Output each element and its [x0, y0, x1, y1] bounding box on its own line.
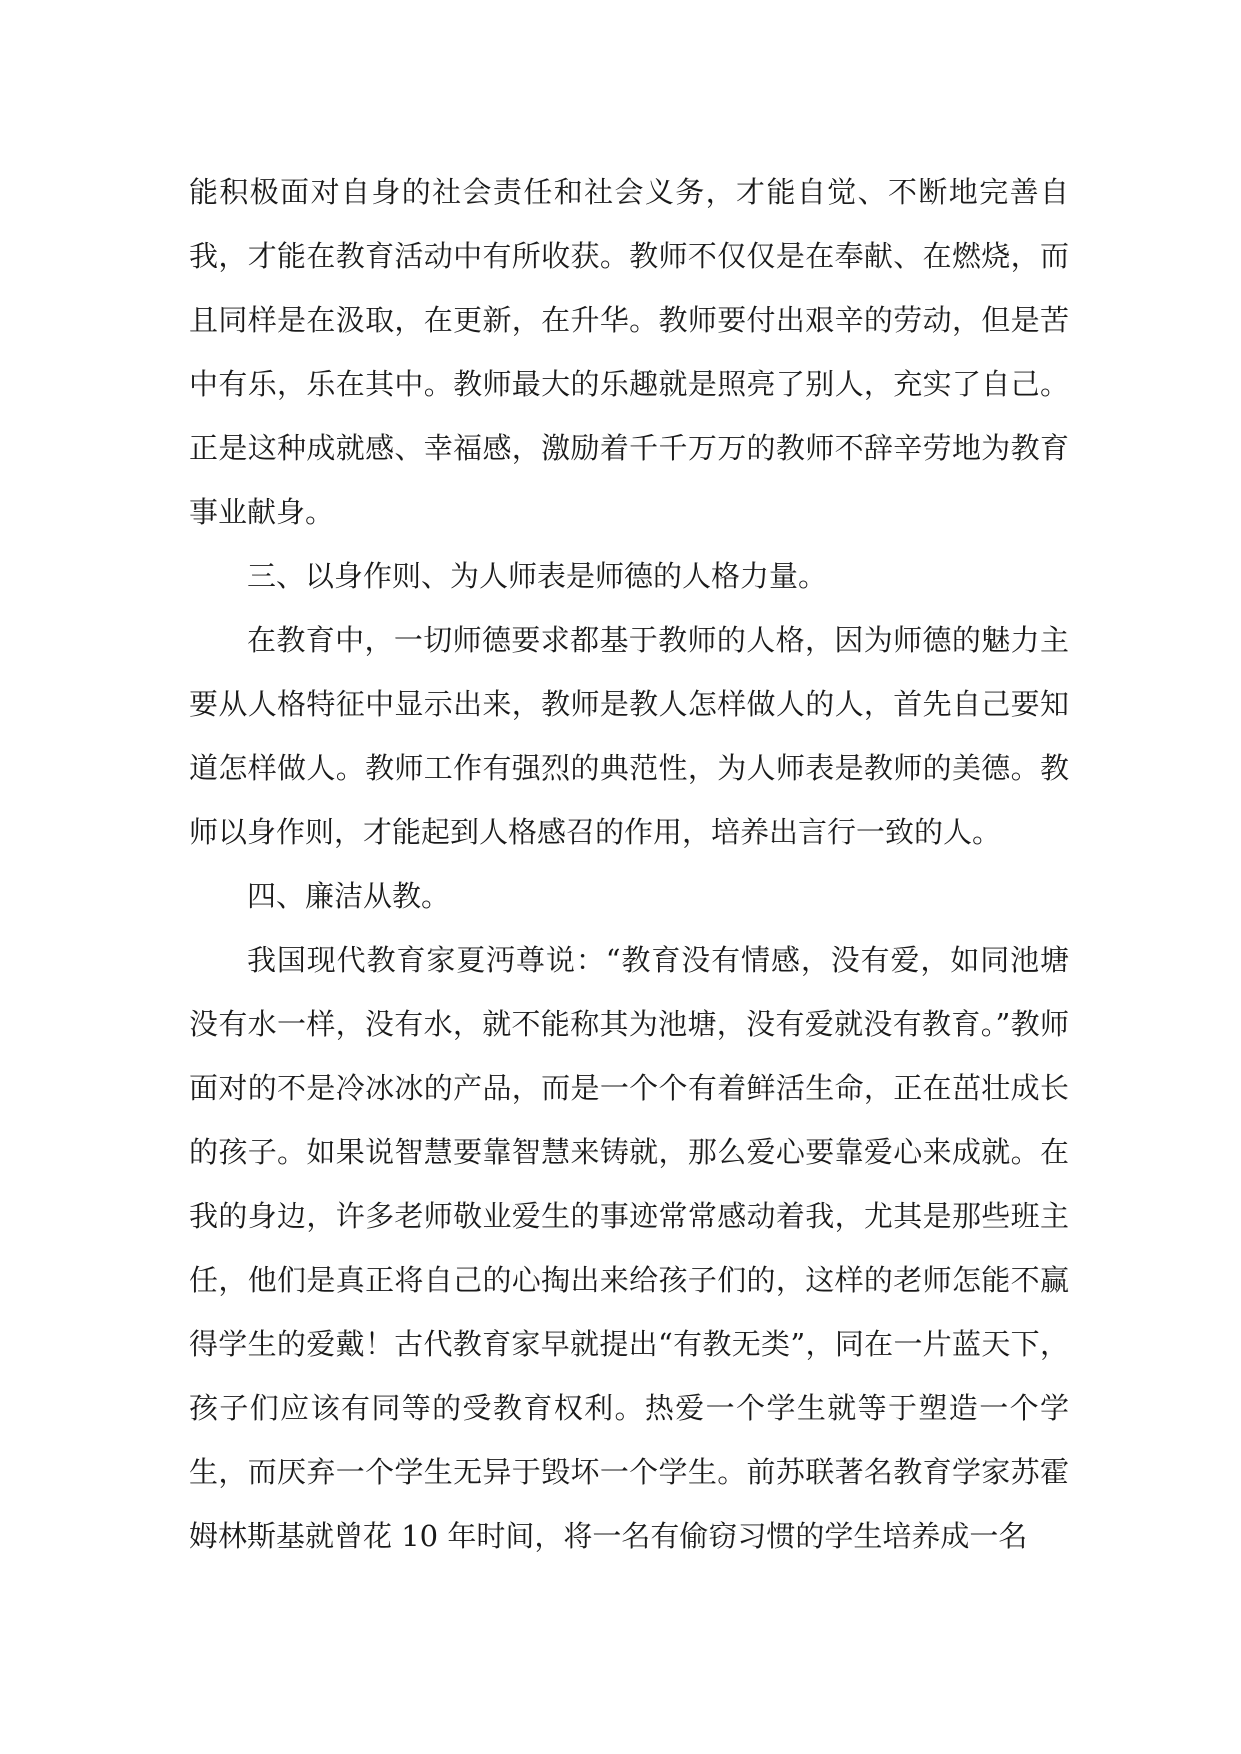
- paragraph-continuation: 能积极面对自身的社会责任和社会义务，才能自觉、不断地完善自我，才能在教育活动中有所收获。教师不仅仅是在奉献、在燃烧，而且同样是在汲取，在更新，在升华。教师要付出艰辛的劳动，但是苦中有乐，乐在其中。教师最大的乐趣就是照亮了别人，充实了自己。正是这种成就感、幸福感，激励着千千万万的教师不辞辛劳地为教育事业献身。: [189, 175, 1069, 529]
- paragraph-personality: 在教育中，一切师德要求都基于教师的人格，因为师德的魅力主要从人格特征中显示出来，教师是教人怎样做人的人，首先自己要知道怎样做人。教师工作有强烈的典范性，为人师表是教师的美德。教师以身作则，才能起到人格感召的作用，培养出言行一致的人。: [189, 623, 1069, 849]
- paragraph-integrity: 我国现代教育家夏沔尊说：“教育没有情感，没有爱，如同池塘没有水一样，没有水，就不能称其为池塘，没有爱就没有教育。”教师面对的不是冷冰冰的产品，而是一个个有着鲜活生命，正在茁壮成长的孩子。如果说智慧要靠智慧来铸就，那么爱心要靠爱心来成就。在我的身边，许多老师敬业爱生的事迹常常感动着我，尤其是那些班主任，他们是真正将自己的心掏出来给孩子们的，这样的老师怎能不赢得学生的爱戴！古代教育家早就提出“有教无类”，同在一片蓝天下，孩子们应该有同等的受教育权利。热爱一个学生就等于塑造一个学生，而厌弃一个学生无异于毁坏一个学生。前苏联著名教育学家苏霍姆林斯基就曾花 10 年时间，将一名有偷窃习惯的学生培养成一名: [189, 943, 1069, 1553]
- section-heading-three: 三、以身作则、为人师表是师德的人格力量。: [247, 559, 828, 593]
- section-heading-four: 四、廉洁从教。: [247, 879, 451, 913]
- document-body: [189, 160, 1069, 1568]
